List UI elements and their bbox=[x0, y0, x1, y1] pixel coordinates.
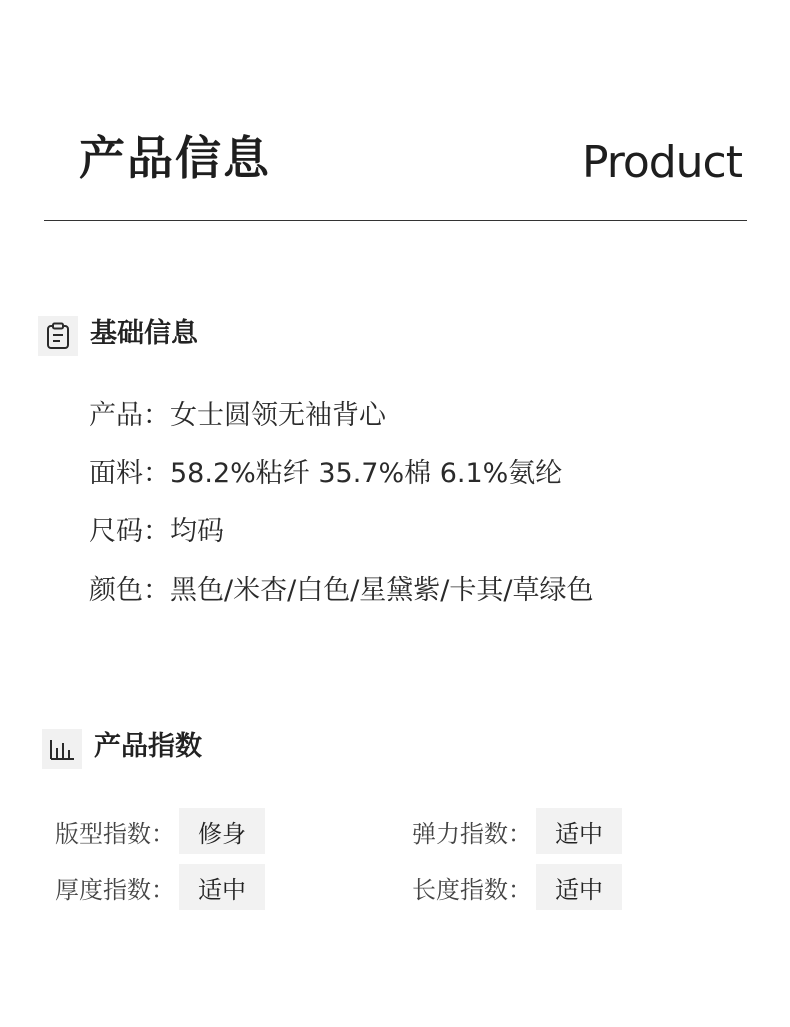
spec-thickness bbox=[55, 864, 175, 910]
info-value: 黑色/米杏/白色/星黛紫/卡其/草绿色 bbox=[170, 575, 594, 606]
header-divider bbox=[44, 220, 747, 221]
info-label: 面料： bbox=[89, 458, 170, 489]
info-label: 颜色： bbox=[89, 575, 170, 606]
spec-fit bbox=[55, 808, 175, 854]
spec-elasticity bbox=[412, 808, 532, 854]
spec-value-chip: 适中 bbox=[179, 864, 265, 910]
info-row-size bbox=[89, 514, 224, 550]
spec-value-chip: 修身 bbox=[179, 808, 265, 854]
product-index-heading: 产品指数 bbox=[94, 731, 202, 762]
info-row-product bbox=[89, 398, 386, 434]
spec-length bbox=[412, 864, 532, 910]
page-title: 产品信息 bbox=[79, 131, 271, 185]
spec-value-chip: 适中 bbox=[536, 808, 622, 854]
info-value: 女士圆领无袖背心 bbox=[170, 400, 386, 431]
spec-label: 版型指数： bbox=[55, 819, 175, 848]
info-value: 58.2%粘纤 35.7%棉 6.1%氨纶 bbox=[170, 458, 563, 489]
info-value: 均码 bbox=[170, 516, 224, 547]
basic-info-heading: 基础信息 bbox=[90, 318, 198, 349]
info-row-fabric bbox=[89, 456, 562, 492]
spec-label: 长度指数： bbox=[412, 875, 532, 904]
spec-label: 厚度指数： bbox=[55, 875, 175, 904]
spec-label: 弹力指数： bbox=[412, 819, 532, 848]
clipboard-icon bbox=[38, 316, 78, 356]
page-title-english: Product bbox=[581, 137, 742, 188]
bar-chart-icon bbox=[42, 729, 82, 769]
info-label: 产品： bbox=[89, 400, 170, 431]
info-row-color bbox=[89, 573, 593, 609]
spec-value-chip: 适中 bbox=[536, 864, 622, 910]
info-label: 尺码： bbox=[89, 516, 170, 547]
